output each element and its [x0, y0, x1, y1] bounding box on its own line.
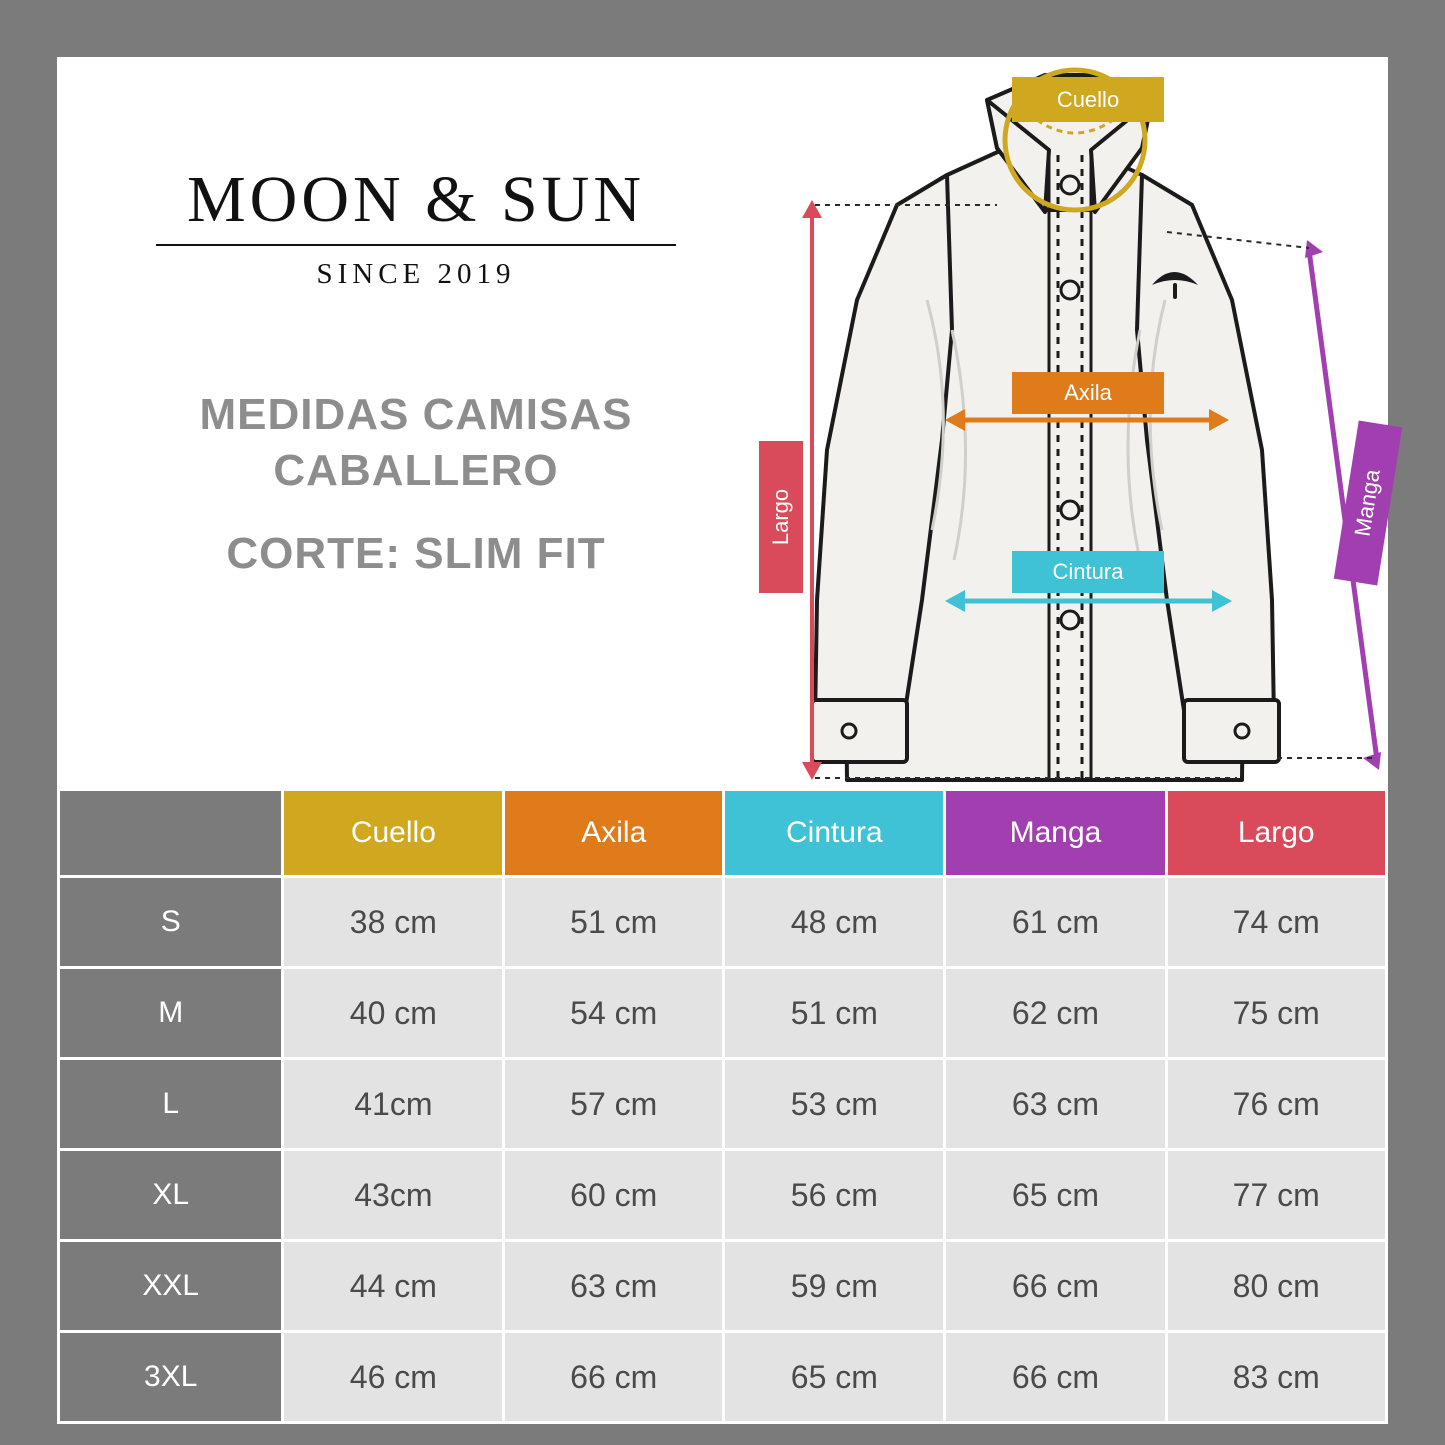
brand-name: MOON & SUN [186, 163, 646, 236]
cell-cintura: 48 cm [724, 877, 945, 968]
header-largo: Largo [1166, 790, 1387, 877]
cell-manga: 62 cm [945, 968, 1166, 1059]
table-row [59, 1241, 1387, 1332]
cell-cuello: 43cm [283, 1150, 504, 1241]
diagram-label-largo [759, 441, 803, 593]
header-cintura: Cintura [724, 790, 945, 877]
cell-manga: 61 cm [945, 877, 1166, 968]
cell-axila: 54 cm [504, 968, 724, 1059]
table-row [59, 1059, 1387, 1150]
size-chart-card [57, 57, 1388, 1395]
cell-size: XXL [59, 1241, 283, 1332]
table-body [59, 877, 1387, 1423]
cell-size: 3XL [59, 1332, 283, 1423]
cell-cuello: 38 cm [283, 877, 504, 968]
chart-header-area [57, 57, 1388, 788]
cell-axila: 57 cm [504, 1059, 724, 1150]
cell-largo: 77 cm [1166, 1150, 1387, 1241]
table-row [59, 968, 1387, 1059]
cell-largo: 83 cm [1166, 1332, 1387, 1423]
table-head [59, 790, 1387, 877]
cell-cintura: 59 cm [724, 1241, 945, 1332]
cell-size: XL [59, 1150, 283, 1241]
measurements-table-wrap [57, 788, 1388, 1395]
cell-axila: 60 cm [504, 1150, 724, 1241]
header-axila: Axila [504, 790, 724, 877]
page-title [111, 387, 721, 499]
cell-cuello: 41cm [283, 1059, 504, 1150]
cell-largo: 76 cm [1166, 1059, 1387, 1150]
cell-cuello: 46 cm [283, 1332, 504, 1423]
cell-cintura: 56 cm [724, 1150, 945, 1241]
header-manga: Manga [945, 790, 1166, 877]
cell-cintura: 51 cm [724, 968, 945, 1059]
cell-largo: 74 cm [1166, 877, 1387, 968]
cell-axila: 63 cm [504, 1241, 724, 1332]
diagram-label-largo-text: Largo [768, 488, 793, 546]
cell-manga: 66 cm [945, 1332, 1166, 1423]
cell-manga: 65 cm [945, 1150, 1166, 1241]
table-row [59, 877, 1387, 968]
cell-size: L [59, 1059, 283, 1150]
brand-divider [156, 244, 676, 246]
cell-manga: 63 cm [945, 1059, 1166, 1150]
header-cuello: Cuello [283, 790, 504, 877]
page-subtitle: CORTE: SLIM FIT [226, 529, 606, 578]
cell-cintura: 65 cm [724, 1332, 945, 1423]
diagram-label-cintura: Cintura [1012, 551, 1164, 593]
brand-since: SINCE 2019 [316, 258, 516, 290]
diagram-label-manga-text: Manga [1349, 467, 1386, 539]
page-title-line2: CABALLERO [273, 446, 559, 495]
cell-largo: 75 cm [1166, 968, 1387, 1059]
cell-axila: 66 cm [504, 1332, 724, 1423]
cell-axila: 51 cm [504, 877, 724, 968]
cell-manga: 66 cm [945, 1241, 1166, 1332]
cell-cintura: 53 cm [724, 1059, 945, 1150]
diagram-label-axila: Axila [1012, 372, 1164, 414]
cell-cuello: 40 cm [283, 968, 504, 1059]
table-header-row [59, 790, 1387, 877]
table-row [59, 1332, 1387, 1423]
table-row [59, 1150, 1387, 1241]
measurements-table [57, 788, 1388, 1424]
page-title-line1: MEDIDAS CAMISAS [199, 390, 633, 439]
cell-largo: 80 cm [1166, 1241, 1387, 1332]
header-size [59, 790, 283, 877]
diagram-label-cuello: Cuello [1012, 77, 1164, 122]
cell-size: M [59, 968, 283, 1059]
cell-size: S [59, 877, 283, 968]
brand-block [111, 162, 721, 291]
cell-cuello: 44 cm [283, 1241, 504, 1332]
